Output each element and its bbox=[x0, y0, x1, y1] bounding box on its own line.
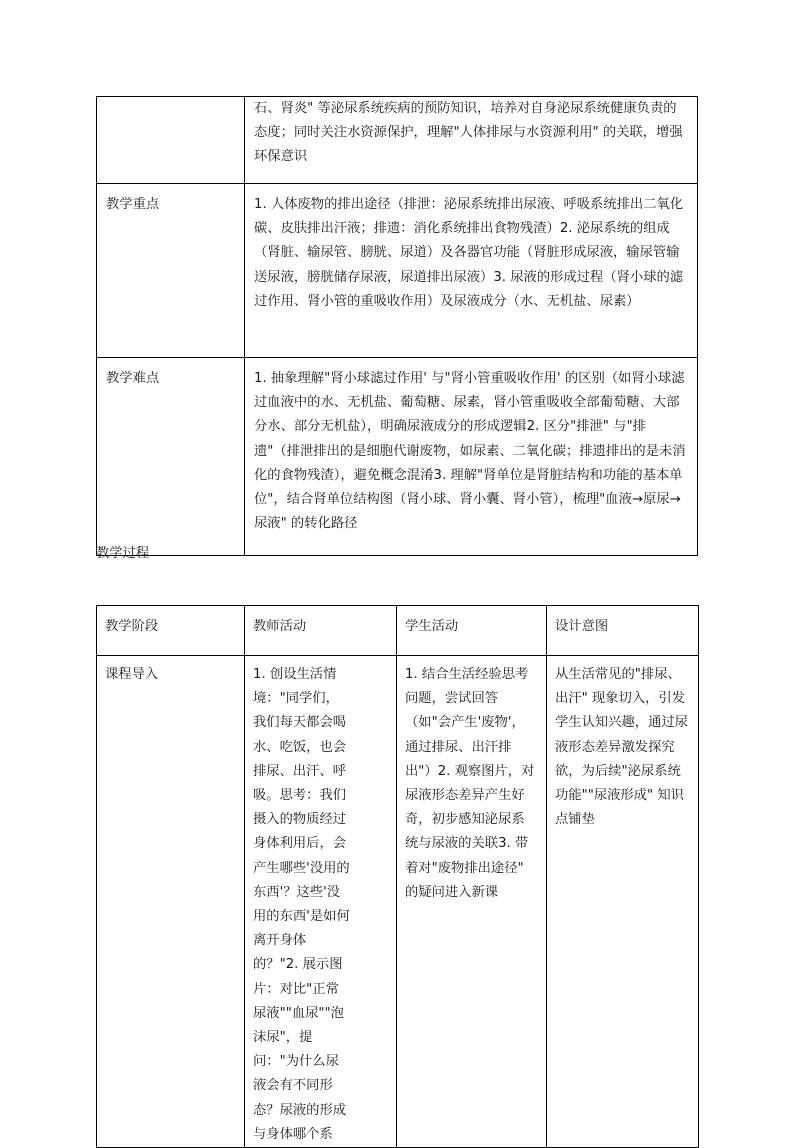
continuation-label-cell bbox=[97, 97, 245, 184]
header-stage: 教学阶段 bbox=[97, 606, 245, 656]
header-teacher-activity: 教师活动 bbox=[245, 606, 397, 656]
teacher-activity-cell: 1. 创设生活情境："同学们，我们每天都会喝水、吃饭，也会排尿、出汗、呼吸。思考：我们摄入的物质经过身体利用后，会产生哪些'没用的东西'？这些'没用的东西'是如何离开身体的？"2. 展示图片：对比"正常尿液""血尿""泡沫尿"，提问："为什么尿液会有不同形态？尿液的形成与身体哪个系 bbox=[245, 656, 397, 1148]
stage-cell: 课程导入 bbox=[97, 656, 245, 1148]
table-header-row bbox=[97, 606, 699, 656]
table-row-continuation bbox=[97, 97, 698, 184]
key-points-label: 教学重点 bbox=[97, 184, 245, 358]
student-activity-cell: 1. 结合生活经验思考问题，尝试回答（如"会产生'废物'，通过排尿、出汗排出"）2. 观察图片，对尿液形态差异产生好奇，初步感知泌尿系统与尿液的关联3. 带着对"废物排出途径" 的疑问进入新课 bbox=[397, 656, 547, 1148]
table-row-key-points bbox=[97, 184, 698, 358]
continuation-text-cell: 石、肾炎" 等泌尿系统疾病的预防知识，培养对自身泌尿系统健康负责的态度；同时关注水资源保护，理解"人体排尿与水资源利用" 的关联，增强环保意识 bbox=[245, 97, 698, 184]
table-row-difficulties bbox=[97, 358, 698, 556]
design-intent-cell: 从生活常见的"排尿、出汗" 现象切入，引发学生认知兴趣，通过尿液形态差异激发探究欲，为后续"泌尿系统功能""尿液形成" 知识点铺垫 bbox=[547, 656, 699, 1148]
table-row bbox=[97, 656, 699, 1148]
header-design-intent: 设计意图 bbox=[547, 606, 699, 656]
section-heading: 教学过程 bbox=[96, 546, 150, 561]
key-points-text: 1. 人体废物的排出途径（排泄：泌尿系统排出尿液、呼吸系统排出二氧化碳、皮肤排出汗液；排遗：消化系统排出食物残渣）2. 泌尿系统的组成（肾脏、输尿管、膀胱、尿道）及各器官功能（肾脏形成尿液，输尿管输送尿液，膀胱储存尿液，尿道排出尿液）3. 尿液的形成过程（肾小球的滤过作用、肾小管的重吸收作用）及尿液成分（水、无机盐、尿素） bbox=[245, 184, 698, 358]
difficulties-text: 1. 抽象理解"肾小球滤过作用' 与"肾小管重吸收作用' 的区别（如肾小球滤过血液中的水、无机盐、葡萄糖、尿素，肾小管重吸收全部葡萄糖、大部分水、部分无机盐），明确尿液成分的形成逻辑2. 区分"排泄" 与"排遗"（排泄排出的是细胞代谢废物，如尿素、二氧化碳；排遗排出的是未消化的食物残渣），避免概念混淆3. 理解"肾单位是肾脏结构和功能的基本单位"，结合肾单位结构图（肾小球、肾小囊、肾小管），梳理"血液→原尿→尿液" 的转化路径 bbox=[245, 358, 698, 556]
process-table bbox=[96, 605, 699, 1148]
objectives-table bbox=[96, 96, 698, 556]
difficulties-label: 教学难点 bbox=[97, 358, 245, 556]
header-student-activity: 学生活动 bbox=[397, 606, 547, 656]
